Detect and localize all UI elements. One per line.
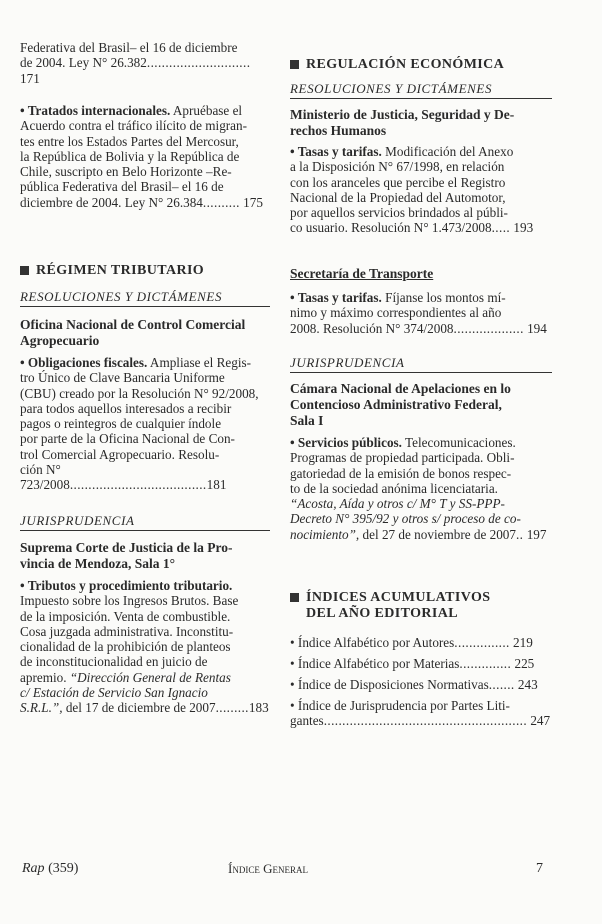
subsection-heading: RESOLUCIONES Y DICTÁMENES — [290, 81, 552, 99]
footer-page-number: 7 — [536, 861, 543, 876]
section-heading: REGULACIÓN ECONÓMICA — [290, 57, 552, 73]
page-ref: 171 — [20, 70, 40, 86]
court-heading: Cámara Nacional de Apelaciones en lo — [290, 381, 511, 396]
page-ref: 194 — [527, 320, 547, 336]
organism-heading: Agropecuario — [20, 333, 100, 348]
section-heading: ÍNDICES ACUMULATIVOS DEL AÑO EDITORIAL — [290, 590, 552, 622]
section-transporte — [290, 266, 552, 336]
subsection-heading: JURISPRUDENCIA — [20, 513, 270, 531]
index-item: • Índice Alfabético por Autores............... 219 — [290, 635, 533, 650]
section-jurisprudencia-left — [20, 513, 270, 716]
organism-heading: Oficina Nacional de Control Comercial — [20, 317, 246, 332]
court-heading: Suprema Corte de Justicia de la Pro- — [20, 540, 233, 555]
index-item: • Índice Alfabético por Materias.............. 225 — [290, 656, 535, 671]
continued-entry — [20, 40, 270, 86]
section-jurisprudencia-right — [290, 355, 552, 542]
index-list: • Índice Alfabético por Autores............... 219 • Índice Alfabético por Materias.............. 225 • Índice de Disposiciones Normativas....... 243 • Índice de Jurisprudencia por Partes Liti- gantes....................................................... 247 — [290, 632, 552, 729]
footer-title: Índice General — [228, 861, 308, 876]
page-ref: 181 — [206, 477, 227, 493]
section-heading: RÉGIMEN TRIBUTARIO — [20, 263, 270, 279]
section-regulacion-economica — [290, 57, 552, 236]
entry-servicios-publicos: • Servicios públicos. Telecomunicaciones. Programas de propiedad participada. Obli- gatoriedad de la emisión de bonos respec- to de la sociedad anónima licenciataria. “Acosta, Aída y otros c/ M° T y SS-PPP- Decreto N° 395/92 y otros s/ proceso de co- nocimiento”, del 27 de noviembre de 2007.. 197 — [290, 435, 547, 542]
square-bullet-icon — [290, 60, 299, 69]
page-ref: 183 — [248, 700, 269, 716]
page-ref: 197 — [526, 526, 547, 542]
entry-line: de 2004. Ley N° 26.382............................ 171 — [20, 55, 251, 86]
page-ref: 175 — [243, 194, 263, 210]
page-ref: 247 — [530, 713, 551, 729]
footer-journal: Rap (359) — [22, 861, 79, 876]
entry-obligaciones: • Obligaciones fiscales. Ampliase el Regis- tro Único de Clave Bancaria Uniforme (CBU) creado por la Resolución N° 92/2008, para todos aquellos interesados a recibir pagos o reintegros de cualquier índole por parte de la Oficina Nacional de Con- trol Comercial Agropecuario. Resolu- ción N° 723/2008.....................................181 — [20, 355, 259, 493]
organism-heading: Ministerio de Justicia, Seguridad y De- — [290, 107, 515, 122]
page-ref: 219 — [513, 635, 533, 650]
organism-heading: Secretaría de Transporte — [290, 266, 434, 281]
square-bullet-icon — [290, 593, 299, 602]
court-heading: vincia de Mendoza, Sala 1° — [20, 556, 176, 571]
page-ref: 243 — [517, 677, 538, 692]
square-bullet-icon — [20, 266, 29, 275]
court-heading: Contencioso Administrativo Federal, — [290, 397, 502, 412]
subsection-heading: JURISPRUDENCIA — [290, 355, 552, 373]
entry-tasas-2: • Tasas y tarifas. Fíjanse los montos mí- nimo y máximo correspondientes al año 2008. Resolución N° 374/2008................... 194 — [290, 290, 547, 336]
section-indices — [290, 590, 552, 729]
entry-line: Federativa del Brasil– el 16 de diciembre — [20, 40, 238, 55]
subsection-heading: RESOLUCIONES Y DICTÁMENES — [20, 289, 270, 307]
entry-tributos: • Tributos y procedimiento tributario. Impuesto sobre los Ingresos Brutos. Base de la imposición. Venta de combustible. Cosa juzgada administrativa. Inconstitu- cionalidad de la prohibición de planteos de inconstitucionalidad en juicio de apremio. “Dirección General de Rentas c/ Estación de Servicio San Ignacio S.R.L.”, del 17 de diciembre de 2007.........183 — [20, 578, 269, 716]
court-heading: Sala I — [290, 413, 324, 428]
section-regimen-tributario — [20, 263, 270, 493]
entry-tasas-1: • Tasas y tarifas. Modificación del Anexo a la Disposición N° 67/1998, en relación con los aranceles que percibe el Registro Nacional de la Propiedad del Automotor, por aquellos servicios brindados al públi- co usuario. Resolución N° 1.473/2008..... 193 — [290, 144, 534, 236]
organism-heading: rechos Humanos — [290, 123, 387, 138]
index-item: • Índice de Disposiciones Normativas....... 243 — [290, 677, 538, 692]
index-item: • Índice de Jurisprudencia por Partes Liti- — [290, 698, 510, 713]
entry-tratados: • Tratados internacionales. Apruébase el Acuerdo contra el tráfico ilícito de migran- tes entre los Estados Partes del Mercosur, la República de Bolivia y la República de Chile, suscripto en Belo Horizonte –Re- pública Federativa del Brasil– el 16 de diciembre de 2004. Ley N° 26.384.......... 175 — [20, 103, 263, 210]
page-ref: 193 — [513, 220, 534, 236]
page-ref: 225 — [514, 656, 535, 671]
